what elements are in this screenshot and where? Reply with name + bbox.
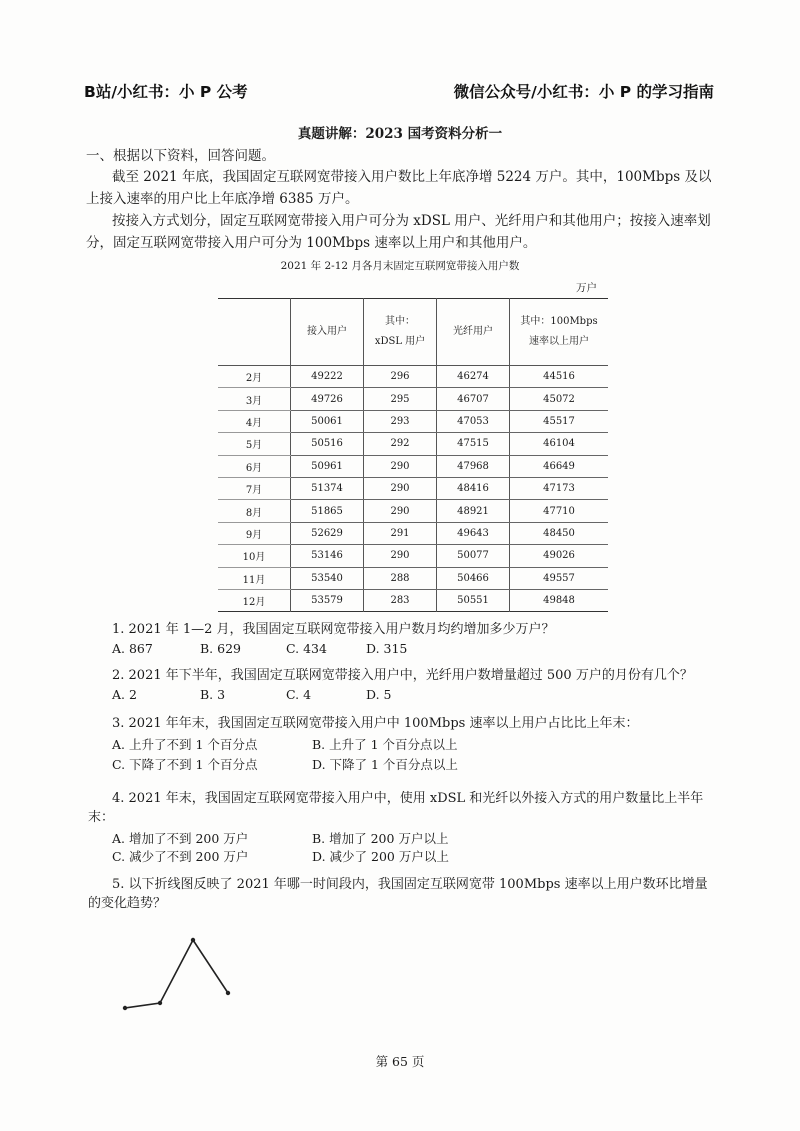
cell-fast: 48450 xyxy=(510,522,609,544)
question-4-text: 4. 2021 年末，我国固定互联网宽带接入用户中，使用 xDSL 和光纤以外接入方式的用户数量比上半年末： xyxy=(88,791,704,825)
header-fast-line2: 速率以上用户 xyxy=(529,336,589,347)
cell-fiber: 50466 xyxy=(437,567,510,589)
header-cell-fast xyxy=(510,299,609,366)
intro-paragraph-1: 截至 2021 年底，我国固定互联网宽带接入用户数比上年底净增 5224 万户。其中，100Mbps 及以上接入速率的用户比上年底净增 6385 万户。 xyxy=(86,169,712,207)
question-3-option-d: D. 下降了 1 个百分点以上 xyxy=(312,757,458,772)
table-header-row xyxy=(218,299,608,366)
cell-xdsl: 293 xyxy=(364,410,437,432)
cell-fast: 49848 xyxy=(543,595,575,607)
cell-month: 4月 xyxy=(218,410,291,432)
intro-paragraph-2: 按接入方式划分，固定互联网宽带接入用户可分为 xDSL 用户、光纤用户和其他用户；按接入速率划分，固定互联网宽带接入用户可分为 100Mbps 速率以上用户和其他用户。 xyxy=(86,213,711,251)
header-left: B站/小红书：小 P 公考 xyxy=(84,83,248,101)
question-2-option-c: C. 4 xyxy=(286,687,312,702)
question-3-option-c: C. 下降了不到 1 个百分点 xyxy=(112,757,258,772)
table-row xyxy=(218,388,608,410)
cell-total: 52629 xyxy=(291,522,364,544)
header-cell-xdsl xyxy=(364,299,437,366)
cell-xdsl: 290 xyxy=(364,500,437,522)
question-4-option-a: A. 增加了不到 200 万户 xyxy=(112,831,249,846)
question-3-option-a: A. 上升了不到 1 个百分点 xyxy=(112,737,258,752)
cell-month: 6月 xyxy=(218,455,291,477)
cell-total: 53146 xyxy=(291,545,364,567)
table-unit: 万户 xyxy=(576,282,597,294)
cell-fiber: 48416 xyxy=(437,477,510,499)
cell-xdsl: 295 xyxy=(364,388,437,410)
cell-month: 2月 xyxy=(218,366,291,388)
cell-fiber: 49643 xyxy=(437,522,510,544)
header-cell-total: 接入用户 xyxy=(291,299,364,366)
table-row xyxy=(218,545,608,567)
question-1-option-d: D. 315 xyxy=(366,641,408,656)
table-row xyxy=(218,433,608,455)
cell-xdsl: 288 xyxy=(364,567,437,589)
header-cell-month xyxy=(218,299,291,366)
question-2-option-b: B. 3 xyxy=(200,687,226,702)
cell-month: 5月 xyxy=(218,433,291,455)
cell-month: 7月 xyxy=(218,477,291,499)
cell-total: 49726 xyxy=(291,388,364,410)
cell-total: 49222 xyxy=(291,366,364,388)
page-title: 真题讲解：2023 国考资料分析一 xyxy=(297,126,503,142)
cell-xdsl: 292 xyxy=(364,433,437,455)
page-number: 第 65 页 xyxy=(375,1054,425,1069)
line-chart-point xyxy=(191,938,195,942)
table-row xyxy=(218,589,608,611)
cell-fiber: 46707 xyxy=(437,388,510,410)
cell-fast: 44516 xyxy=(510,366,609,388)
cell-fiber: 46274 xyxy=(437,366,510,388)
header-xdsl-line1: 其中： xyxy=(385,316,415,327)
cell-total: 50516 xyxy=(291,433,364,455)
table-row xyxy=(218,366,608,388)
cell-xdsl: 291 xyxy=(364,522,437,544)
cell-month: 3月 xyxy=(218,388,291,410)
table-row xyxy=(218,455,608,477)
cell-fast: 47710 xyxy=(510,500,609,522)
header-cell-fiber: 光纤用户 xyxy=(437,299,510,366)
cell-fiber: 50077 xyxy=(437,545,510,567)
cell-xdsl: 290 xyxy=(364,455,437,477)
header-xdsl-line2: xDSL 用户 xyxy=(374,336,426,347)
cell-total: 51865 xyxy=(291,500,364,522)
cell-total: 50961 xyxy=(291,455,364,477)
cell-month: 11月 xyxy=(218,567,291,589)
line-chart-point xyxy=(226,991,230,995)
cell-fast: 46104 xyxy=(510,433,609,455)
cell-fiber: 48921 xyxy=(437,500,510,522)
cell-xdsl: 290 xyxy=(364,477,437,499)
header-fast-line1: 其中：100Mbps xyxy=(520,316,598,327)
cell-fast: 47173 xyxy=(510,477,609,499)
question-1-option-b: B. 629 xyxy=(200,641,241,656)
cell-fiber: 47968 xyxy=(437,455,510,477)
intro-heading: 一、根据以下资料，回答问题。 xyxy=(86,148,275,164)
cell-fast: 46649 xyxy=(510,455,609,477)
question-3-text: 3. 2021 年年末，我国固定互联网宽带接入用户中 100Mbps 速率以上用户占比比上年末： xyxy=(112,716,639,731)
question-1-option-c: C. 434 xyxy=(286,641,327,656)
line-chart-figure xyxy=(110,925,240,1020)
question-4-option-b: B. 增加了 200 万户以上 xyxy=(312,831,449,846)
cell-xdsl: 290 xyxy=(364,545,437,567)
cell-fast: 49026 xyxy=(510,545,609,567)
question-4-option-c: C. 减少了不到 200 万户 xyxy=(112,849,249,864)
cell-fast: 45072 xyxy=(510,388,609,410)
cell-total: 53540 xyxy=(291,567,364,589)
cell-xdsl: 283 xyxy=(364,589,437,611)
cell-total: 51374 xyxy=(291,477,364,499)
header-right: 微信公众号/小红书：小 P 的学习指南 xyxy=(453,83,714,101)
cell-total: 53579 xyxy=(291,589,364,611)
cell-month: 12月 xyxy=(218,589,291,611)
line-chart-polyline xyxy=(125,940,228,1008)
question-1-option-a: A. 867 xyxy=(112,641,153,656)
cell-month: 9月 xyxy=(218,522,291,544)
cell-fast: 49557 xyxy=(510,567,609,589)
question-2-option-a: A. 2 xyxy=(112,687,137,702)
table-row xyxy=(218,500,608,522)
line-chart-point xyxy=(123,1006,127,1010)
table-row xyxy=(218,522,608,544)
question-2-option-d: D. 5 xyxy=(366,687,392,702)
question-3-option-b: B. 上升了 1 个百分点以上 xyxy=(312,737,458,752)
table-caption: 2021 年 2-12 月各月末固定互联网宽带接入用户数 xyxy=(280,260,520,272)
table-row xyxy=(218,410,608,432)
cell-month: 8月 xyxy=(218,500,291,522)
table-row xyxy=(218,567,608,589)
question-4-option-d: D. 减少了 200 万户以上 xyxy=(312,849,449,864)
cell-xdsl: 296 xyxy=(364,366,437,388)
question-2-text: 2. 2021 年下半年，我国固定互联网宽带接入用户中，光纤用户数增量超过 500 万户的月份有几个？ xyxy=(112,668,693,683)
cell-fiber: 47053 xyxy=(437,410,510,432)
cell-month: 10月 xyxy=(218,545,291,567)
question-1-text: 1. 2021 年 1—2 月，我国固定互联网宽带接入用户数月均约增加多少万户？ xyxy=(112,622,555,637)
line-chart-point xyxy=(158,1001,162,1005)
cell-total: 50061 xyxy=(291,410,364,432)
table-row xyxy=(218,477,608,499)
cell-fiber: 47515 xyxy=(437,433,510,455)
question-5-text: 5. 以下折线图反映了 2021 年哪一时间段内，我国固定互联网宽带 100Mbps 速率以上用户数环比增量的变化趋势？ xyxy=(88,877,708,911)
cell-fast: 45517 xyxy=(510,410,609,432)
user-data-table xyxy=(218,298,608,612)
cell-fiber: 50551 xyxy=(437,589,510,611)
